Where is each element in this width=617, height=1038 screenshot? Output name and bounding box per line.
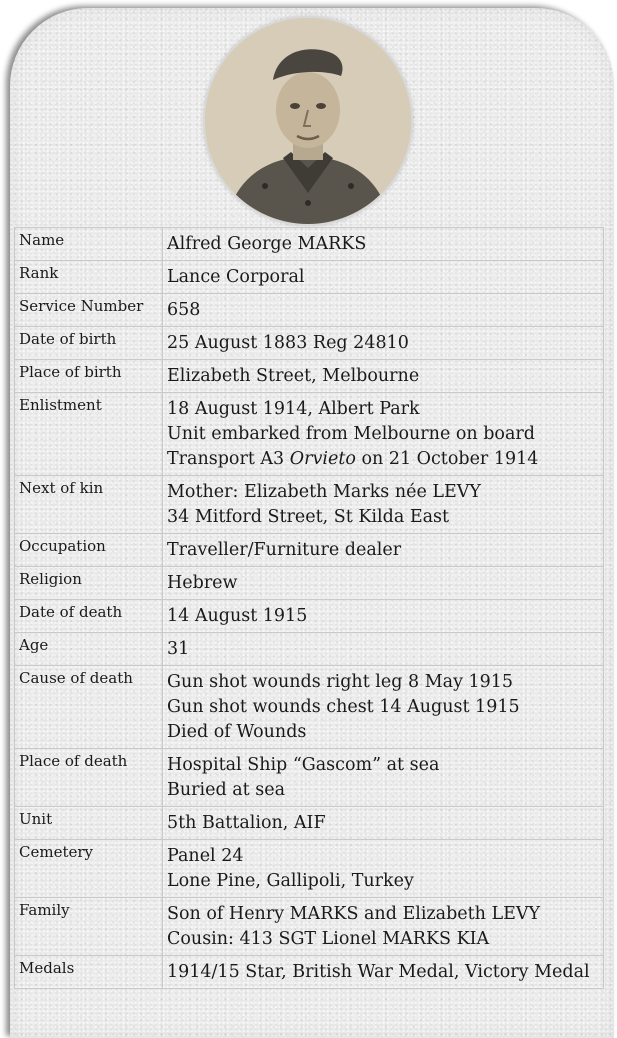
record-row (15, 261, 604, 294)
field-value-line: Died of Wounds (167, 722, 307, 742)
record-row (15, 228, 604, 261)
field-value-line: 5th Battalion, AIF (167, 813, 326, 833)
ship-name: Orvieto (289, 449, 356, 469)
field-value (163, 666, 604, 749)
record-row (15, 633, 604, 666)
field-label: Name (15, 228, 163, 261)
field-label: Place of birth (15, 360, 163, 393)
record-row (15, 956, 604, 989)
field-value-line: Panel 24 (167, 846, 244, 866)
field-value (163, 567, 604, 600)
field-value (163, 749, 604, 807)
field-value (163, 360, 604, 393)
field-value-line: 31 (167, 639, 190, 659)
field-value-line: 14 August 1915 (167, 606, 308, 626)
field-label: Date of death (15, 600, 163, 633)
soldier-portrait-photo (205, 18, 411, 224)
record-row (15, 567, 604, 600)
record-row (15, 360, 604, 393)
field-label: Cemetery (15, 840, 163, 898)
field-value-line: Buried at sea (167, 780, 286, 800)
field-value (163, 476, 604, 534)
record-row (15, 749, 604, 807)
field-value (163, 840, 604, 898)
field-value-line: Lance Corporal (167, 267, 305, 287)
field-value (163, 294, 604, 327)
record-row (15, 840, 604, 898)
service-record-table (14, 227, 604, 989)
field-value-line: Alfred George MARKS (167, 234, 367, 254)
field-label: Service Number (15, 294, 163, 327)
field-value-line (167, 447, 599, 472)
field-value (163, 327, 604, 360)
field-label: Enlistment (15, 393, 163, 476)
field-value-line: 25 August 1883 Reg 24810 (167, 333, 409, 353)
field-value-line: Unit embarked from Melbourne on board (167, 424, 535, 444)
field-label: Date of birth (15, 327, 163, 360)
field-value-line: Hospital Ship “Gascom” at sea (167, 755, 440, 775)
field-label: Family (15, 898, 163, 956)
record-row (15, 393, 604, 476)
field-value-line: Hebrew (167, 573, 238, 593)
record-row (15, 807, 604, 840)
embark-date: on 21 October 1914 (355, 449, 539, 469)
field-value-line: Mother: Elizabeth Marks née LEVY (167, 482, 481, 502)
field-label: Place of death (15, 749, 163, 807)
field-value-line: Elizabeth Street, Melbourne (167, 366, 420, 386)
field-value (163, 261, 604, 294)
field-label: Age (15, 633, 163, 666)
field-value (163, 600, 604, 633)
record-row (15, 600, 604, 633)
field-value-line: 1914/15 Star, British War Medal, Victory Medal (167, 962, 590, 982)
field-label: Unit (15, 807, 163, 840)
record-row (15, 898, 604, 956)
record-row (15, 534, 604, 567)
field-value-line: Traveller/Furniture dealer (167, 540, 402, 560)
field-label: Cause of death (15, 666, 163, 749)
field-label: Occupation (15, 534, 163, 567)
field-value-line: Gun shot wounds right leg 8 May 1915 (167, 672, 514, 692)
field-value-line: Lone Pine, Gallipoli, Turkey (167, 871, 414, 891)
field-value (163, 228, 604, 261)
field-value (163, 534, 604, 567)
field-value (163, 807, 604, 840)
field-label: Next of kin (15, 476, 163, 534)
field-value-line: 18 August 1914, Albert Park (167, 399, 420, 419)
field-label: Religion (15, 567, 163, 600)
record-row (15, 294, 604, 327)
record-row (15, 476, 604, 534)
field-value (163, 393, 604, 476)
field-value (163, 898, 604, 956)
record-row (15, 327, 604, 360)
field-value (163, 956, 604, 989)
field-value (163, 633, 604, 666)
field-value-line: 34 Mitford Street, St Kilda East (167, 507, 450, 527)
record-row (15, 666, 604, 749)
field-value-line: Gun shot wounds chest 14 August 1915 (167, 697, 520, 717)
field-label: Rank (15, 261, 163, 294)
field-label: Medals (15, 956, 163, 989)
transport-prefix: Transport A3 (167, 449, 290, 469)
field-value-line: 658 (167, 300, 201, 320)
field-value-line: Son of Henry MARKS and Elizabeth LEVY (167, 904, 541, 924)
field-value-line: Cousin: 413 SGT Lionel MARKS KIA (167, 929, 490, 949)
